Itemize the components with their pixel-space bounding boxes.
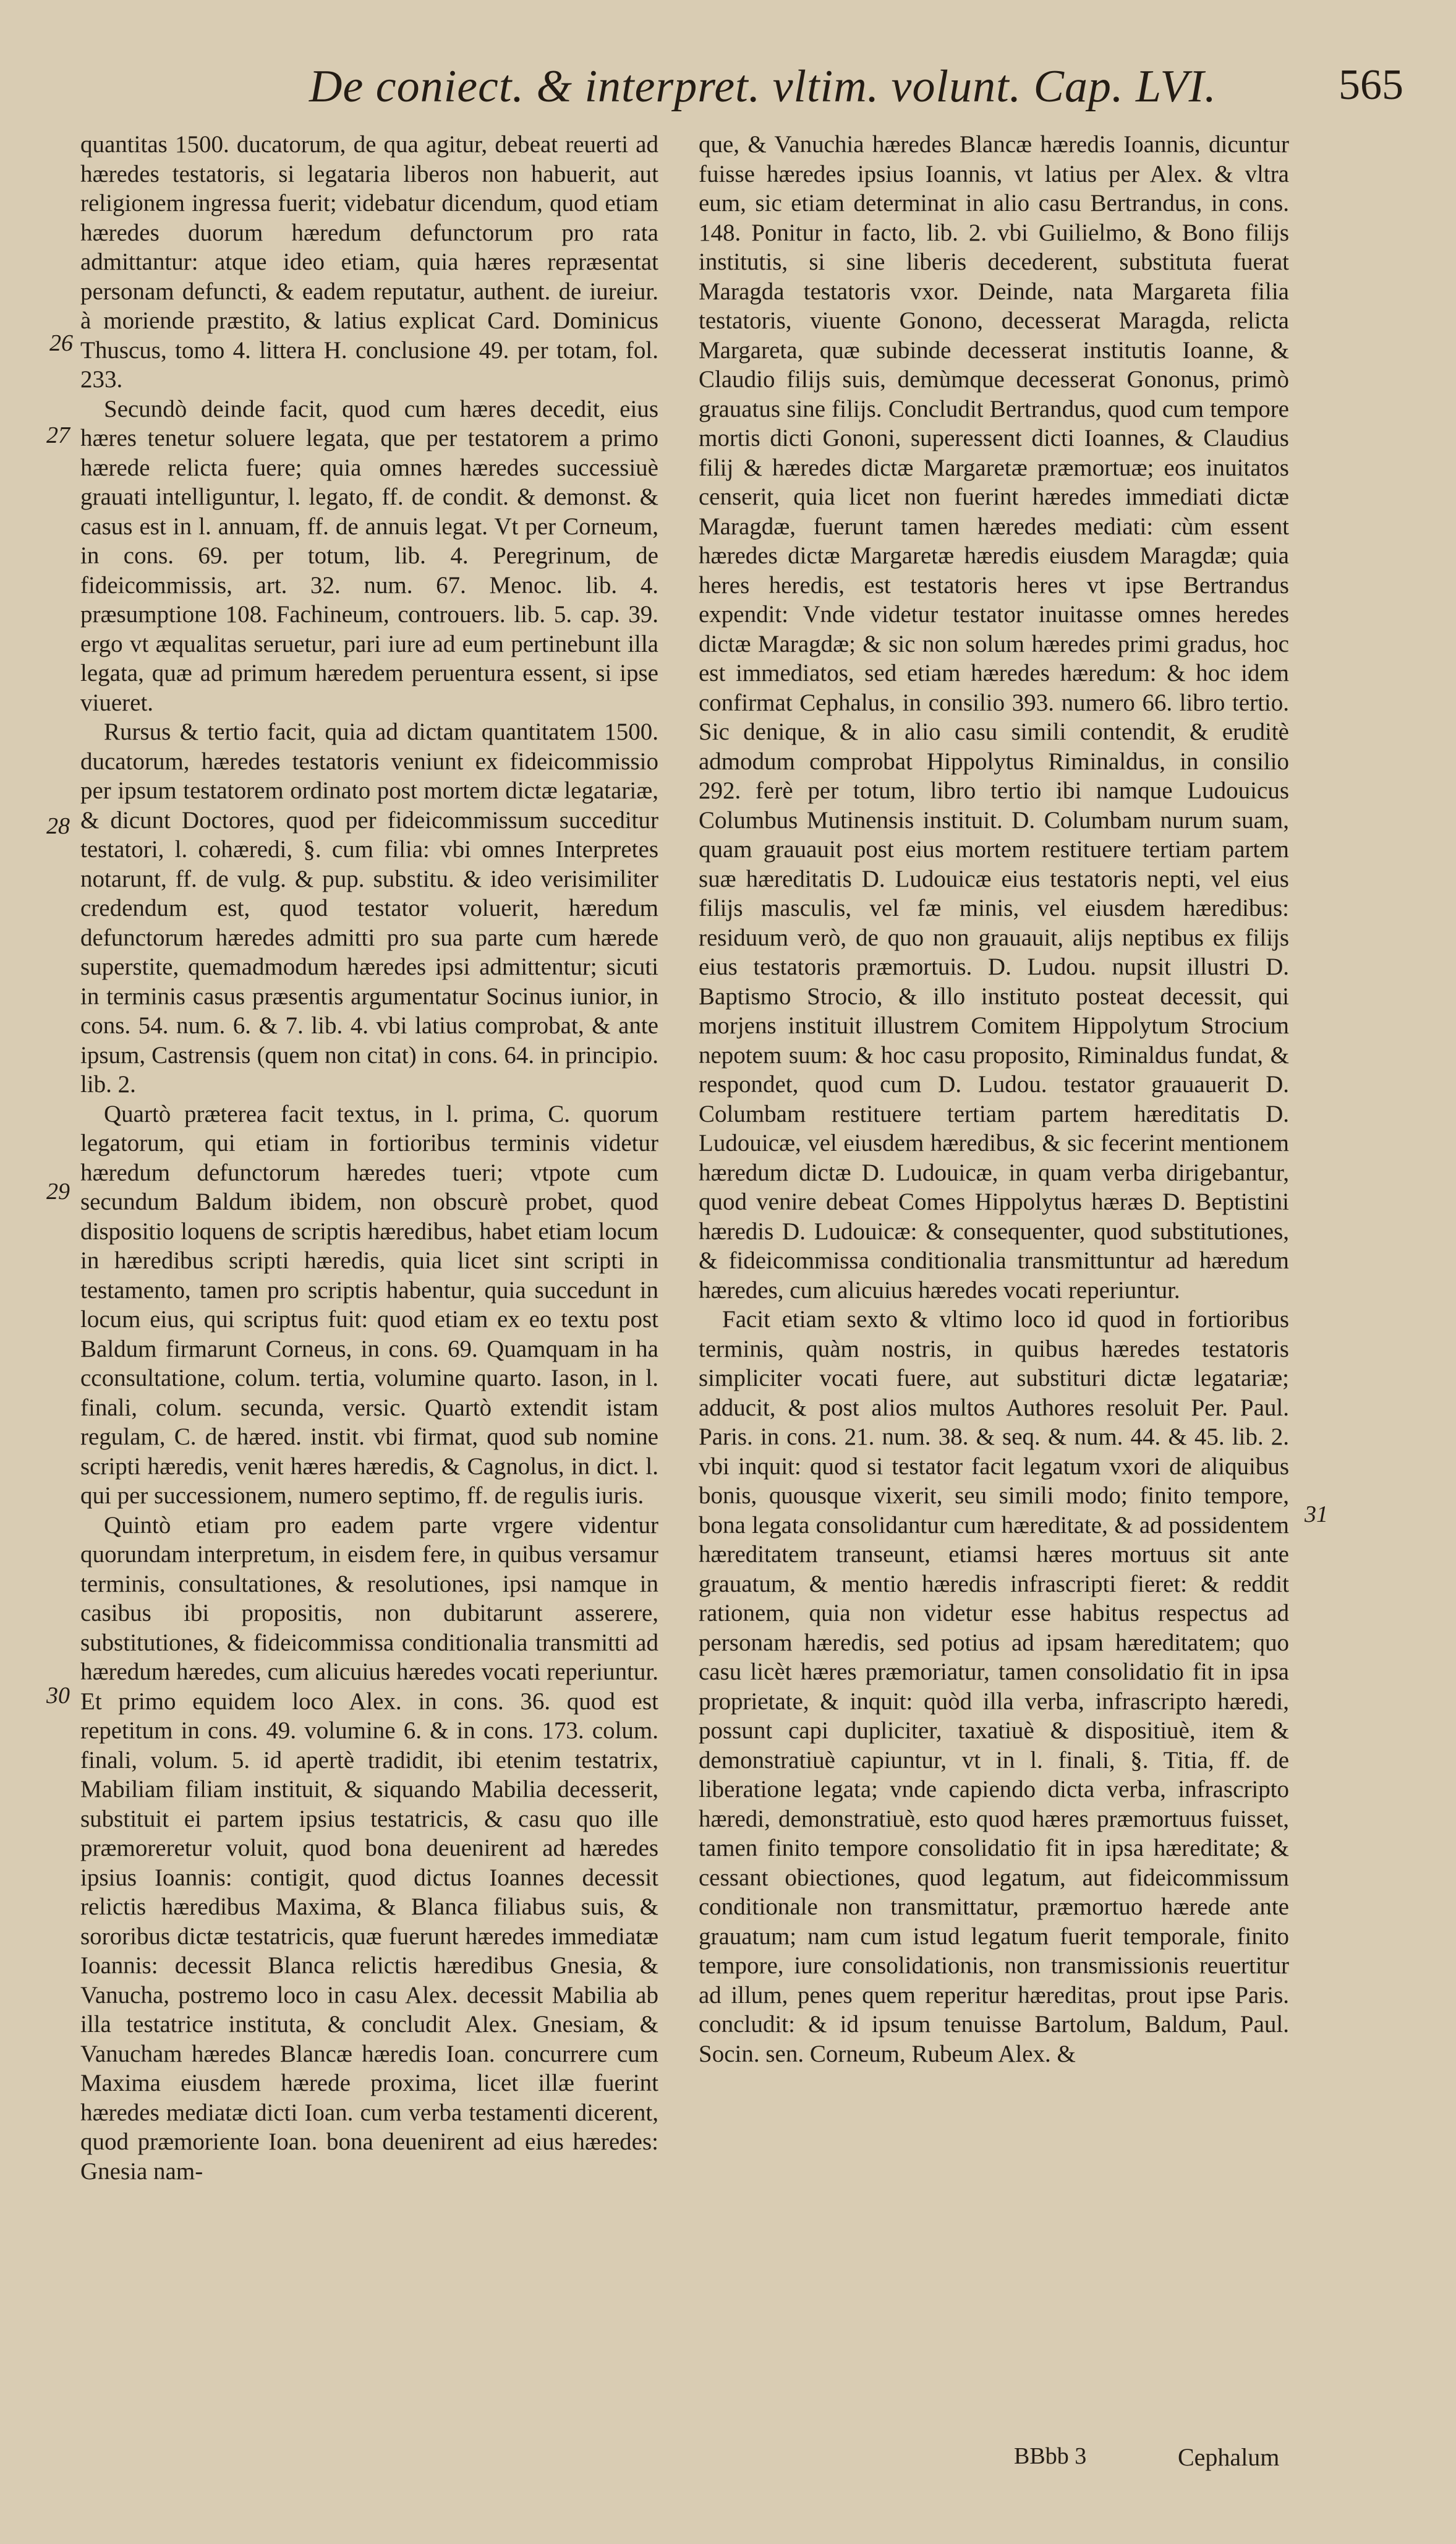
paragraph: Quintò etiam pro eadem parte vrgere videntur quorundam interpretum, in eisdem fere, in quibus versamur terminis, consultationes, & resolutiones, ipsi namque in casibus ibi propositis, non dubitarunt asserere, substitutiones, & fideicommissa conditionalia transmitti ad hæredum hæredes, cum alicuius hæredes vocati reperiuntur. Et primo equidem loco Alex. in cons. 36. quod est repetitum in cons. 49. volumine 6. & in cons. 173. colum. finali, volum. 5. id apertè tradidit, ibi etenim testatrix, Mabiliam filiam instituit, & siquando Mabilia decesserit, substituit ei partem ipsius testatricis, & casu quo ille præmoreretur voluit, quod bona deuenirent ad hæredes ipsius Ioannis: contigit, quod dictus Ioannes decessit relictis hæredibus Maxima, & Blanca filiabus suis, & sororibus dictæ testatricis, quæ fuerunt hæredes immediatæ Ioannis: decessit Blanca relictis hæredibus Gnesia, & Vanucha, postremo loco in casu Alex. decessit Mabilia ab illa testatrice instituta, & concludit Alex. Gnesiam, & Vanucham hæredes Blancæ hæredis Ioan. concurrere cum Maxima eiusdem hærede proxima, licet illæ fuerint hæredes mediatæ dicti Ioan. cum verba testamenti dicerent, quod præmoriente Ioan. bona deuenirent ad eius hæredes: Gnesia nam- [80, 1511, 658, 2185]
left-column [80, 130, 658, 2186]
margin-number: 27 [46, 422, 70, 448]
margin-number: 26 [49, 330, 73, 356]
catchword: Cephalum [1178, 2443, 1280, 2471]
signature-mark: BBbb 3 [1014, 2443, 1087, 2469]
margin-number: 28 [46, 813, 70, 839]
page-number: 565 [1339, 61, 1403, 109]
margin-number: 31 [1305, 1501, 1328, 1527]
paragraph: que, & Vanuchia hæredes Blancæ hæredis Ioannis, dicuntur fuisse hæredes ipsius Ioannis, vt latius per Alex. & vltra eum, sic etiam determinat in alio casu Bertrandus, in cons. 148. Ponitur in facto, lib. 2. vbi Guilielmo, & Bono filijs institutis, si sine liberis decederent, substituta fuerat Maragda testatoris vxor. Deinde, nata Margareta filia testatoris, viuente Gonono, decesserat Maragda, relicta Margareta, quæ subinde decesserat institutis Ioanne, & Claudio filijs suis, demùmque decesserat Gononus, primò grauatus sine filijs. Concludit Bertrandus, quod cum tempore mortis dicti Gononi, superessent dicti Ioannes, & Claudius filij & hæredes dictæ Margaretæ præmortuæ; eos inuitatos censerit, quia licet non fuerint hæredes immediati dictæ Maragdæ, fuerunt tamen hæredes mediati: cùm essent hæredes dictæ Margaretæ hæredis eiusdem Maragdæ; quia heres heredis, est testatoris heres vt ipse Bertrandus expendit: Vnde videtur testator inuitasse omnes heredes dictæ Maragdæ; & sic non solum hæredes primi gradus, hoc est immediatos, sed etiam hæredes hæredum: & hoc idem confirmat Cephalus, in consilio 393. numero 66. libro tertio. Sic denique, & in alio casu simili contendit, & eruditè admodum comprobat Hippolytus Riminaldus, in consilio 292. ferè per totum, libro tertio ibi namque Ludouicus Columbus Mutinensis instituit. D. Columbam nurum suam, quam grauauit post eius mortem restituere tertiam partem suæ hæreditatis D. Ludouicæ eius testatoris nepti, vel eius filijs masculis, vel fæ minis, vel eiusdem hæredibus: residuum verò, de quo non grauauit, alijs neptibus ex filijs eius testatoris præmortuis. D. Ludou. nupsit illustri D. Baptismo Strocio, & illo instituto posteat decessit, qui morjens instituit illustrem Comitem Hippolytum Strocium nepotem suum: & hoc casu proposito, Riminaldus fundat, & respondet, quod cum D. Ludou. testator grauauerit D. Columbam restituere tertiam partem hæreditatis D. Ludouicæ, vel eiusdem hæredibus, & sic fecerint mentionem hæredum dictæ D. Ludouicæ, in quam verba dirigebantur, quod venire debeat Comes Hippolytus hæræs D. Beptistini hæredis D. Ludouicæ: & consequenter, quod substitutiones, & fideicommissa conditionalia transmittuntur ad hæredum hæredes, cum alicuius hæredes vocati reperiuntur. [699, 131, 1289, 1304]
page-title: De coniect. & interpret. vltim. volunt. Cap. LVI. [309, 61, 1217, 112]
paragraph: Secundò deinde facit, quod cum hæres decedit, eius hæres tenetur soluere legata, que per testatorem a primo hærede relicta fuere; quia omnes hæredes successiuè grauati intelliguntur, l. legato, ff. de condit. & demonst. & casus est in l. annuam, ff. de annuis legat. Vt per Corneum, in cons. 69. per totum, lib. 4. Peregrinum, de fideicommissis, art. 32. num. 67. Menoc. lib. 4. præsumptione 108. Fachineum, controuers. lib. 5. cap. 39. ergo vt æqualitas seruetur, pari iure ad eum pertinebunt illa legata, quæ ad primum hæredem peruentura essent, si ipse viueret. [80, 395, 658, 716]
paragraph: Rursus & tertio facit, quia ad dictam quantitatem 1500. ducatorum, hæredes testatoris veniunt ex fideicommissio per ipsum testatorem ordinato post mortem dictæ legatariæ, & dicunt Doctores, quod per fideicommissum succeditur testatori, l. cohæredi, §. cum filia: vbi omnes Interpretes notarunt, ff. de vulg. & pup. substitu. & ideo verisimiliter credendum est, quod testator voluerit, hæredum defunctorum hæredes admitti pro sua parte cum hærede superstite, quemadmodum hæredes ipsi admittentur; sicuti in terminis casus præsentis argumentatur Socinus iunior, in cons. 54. num. 6. & 7. lib. 4. vbi latius comprobat, & ante ipsum, Castrensis (quem non citat) in cons. 64. in principio. lib. 2. [80, 719, 658, 1098]
running-header [0, 43, 1456, 124]
paragraph: Facit etiam sexto & vltimo loco id quod in fortioribus terminis, quàm nostris, in quibus hæredes testatoris simpliciter vocati fuere, aut substituri dictæ legatariæ; adducit, & post alios multos Authores resoluit Per. Paul. Paris. in cons. 21. num. 38. & seq. & num. 44. & 45. lib. 2. vbi inquit: quod si testator facit legatum vxori de aliquibus bonis, quousque vixerit, seu simili modo; finito tempore, bona legata consolidantur cum hæreditate, & ad possidentem hæreditatem transeunt, etiamsi hæres mortuus sit ante grauatum, & mentio hæredis infrascripti fieret: & reddit rationem, quia non videtur esse habitus respectus ad personam hæredis, sed potius ad ipsam hæreditatem; quo casu licèt hæres præmoriatur, tamen consolidatio fit in ipsa proprietate, & inquit: quòd illa verba, infrascripto hæredi, possunt capi dupliciter, taxatiuè & dispositiuè, item & demonstratiuè capiuntur, vt in l. finali, §. Titia, ff. de liberatione legata; vnde capiendo dicta verba, infrascripto hæredi, demonstratiuè, esto quod hæres præmortuus fuisset, tamen finito tempore consolidatio fit in ipsa hæreditate; & cessant obiectiones, quod legatum, aut fideicommissum conditionale non transmittatur, præmortuo hærede ante grauatum; nam cum istud legatum fuerit temporale, finito tempore, iure consolidationis, non transmissionis reuertitur ad illum, penes quem reperitur hæreditas, prout ipse Paris. concludit: & id ipsum tenuisse Bartolum, Baldum, Paul. Socin. sen. Corneum, Rubeum Alex. & [699, 1306, 1289, 2067]
margin-number: 30 [46, 1683, 70, 1709]
paragraph: quantitas 1500. ducatorum, de qua agitur, debeat reuerti ad hæredes testatoris, si legataria liberos non habuerit, aut religionem ingressa fuerit; videbatur dicendum, quod etiam hæredes duorum hæredum defunctorum pro rata admittantur: atque ideo etiam, quia hæres repræsentat personam defuncti, & eadem reputatur, authent. de iureiur. à moriende præstito, & latius explicat Card. Dominicus Thuscus, tomo 4. littera H. conclusione 49. per totam, fol. 233. [80, 131, 658, 393]
right-column [699, 130, 1289, 2068]
paragraph: Quartò præterea facit textus, in l. prima, C. quorum legatorum, qui etiam in fortioribus terminis videtur hæredum defunctorum hæredes tueri; vtpote cum secundum Baldum ibidem, non obscurè probet, quod dispositio loquens de scriptis hæredibus, habet etiam locum in hæredibus scripti hæredis, quia licet sint scripti in testamento, tamen pro scriptis habentur, quia succedunt in locum eius, qui scriptus fuit: quod etiam ex eo textu post Baldum firmarunt Corneus, in cons. 69. Quamquam in ha cconsultatione, colum. tertia, volumine quarto. Iason, in l. finali, colum. secunda, versic. Quartò extendit istam regulam, C. de hæred. instit. vbi firmat, quod sub nomine scripti hæredis, venit hæres hæredis, & Cagnolus, in dict. l. qui per successionem, numero septimo, ff. de regulis iuris. [80, 1100, 658, 1509]
margin-number: 29 [46, 1179, 70, 1205]
